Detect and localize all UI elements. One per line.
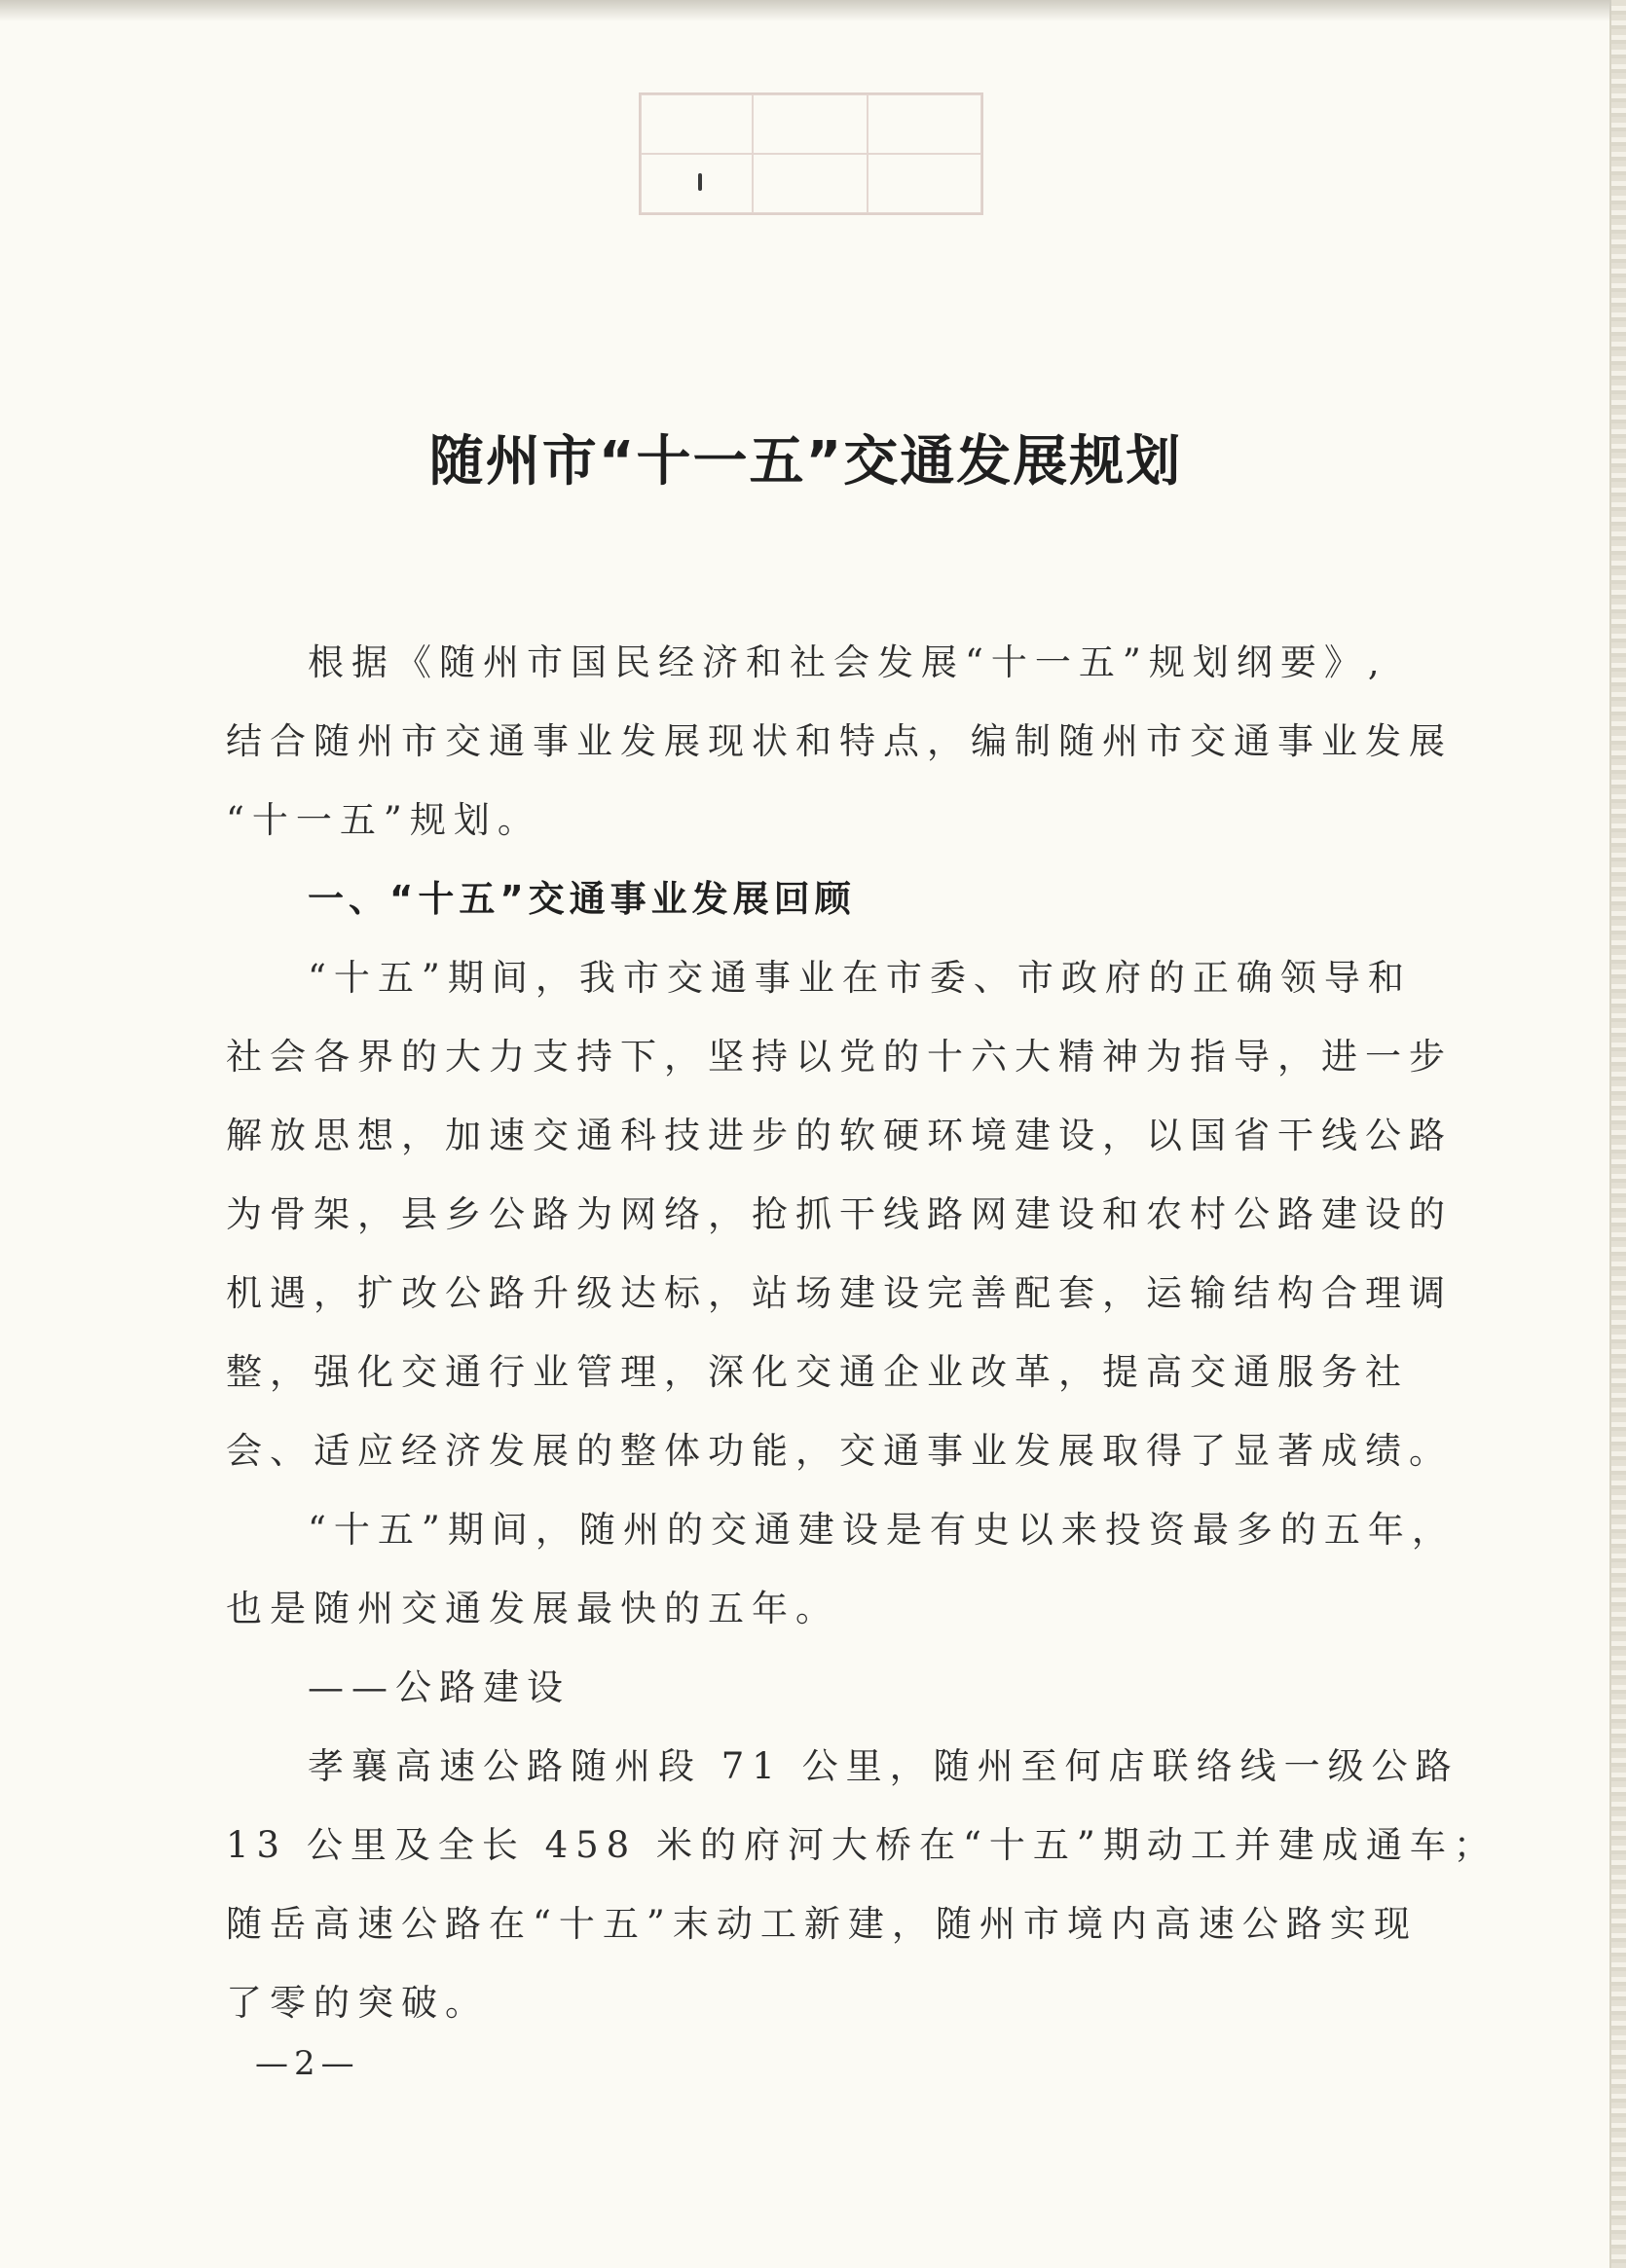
paragraph-review-line-2: 社会各界的大力支持下，坚持以党的十六大精神为指导，进一步 [226, 1036, 1453, 1078]
page-number: —2— [255, 2044, 360, 2083]
page-edge [1611, 0, 1626, 2268]
paragraph-investment-line-1: “十五”期间，随州的交通建设是有史以来投资最多的五年， [308, 1509, 1456, 1551]
paragraph-highway-line-3: 随岳高速公路在“十五”末动工新建，随州市境内高速公路实现 [226, 1903, 1418, 1945]
paragraph-review-line-1: “十五”期间，我市交通事业在市委、市政府的正确领导和 [308, 957, 1412, 999]
paragraph-investment-line-2: 也是随州交通发展最快的五年。 [226, 1588, 839, 1629]
registration-stamp [639, 92, 983, 215]
ink-mark [698, 173, 702, 191]
paragraph-highway-line-4: 了零的突破。 [226, 1982, 489, 2024]
paragraph-highway-line-1: 孝襄高速公路随州段 71 公里，随州至何店联络线一级公路 [308, 1745, 1460, 1787]
paragraph-intro-line-2: 结合随州市交通事业发展现状和特点，编制随州市交通事业发展 [226, 720, 1453, 762]
paragraph-highway-line-2: 13 公里及全长 458 米的府河大桥在“十五”期动工并建成通车； [226, 1824, 1497, 1866]
paragraph-review-line-4: 为骨架，县乡公路为网络，抢抓干线路网建设和农村公路建设的 [226, 1193, 1453, 1235]
paragraph-intro-line-1: 根据《随州市国民经济和社会发展“十一五”规划纲要》, [308, 641, 1387, 683]
section-heading: 一、“十五”交通事业发展回顾 [308, 878, 856, 920]
paragraph-review-line-7: 会、适应经济发展的整体功能，交通事业发展取得了显著成绩。 [226, 1430, 1453, 1472]
document-title: 随州市“十一五”交通发展规划 [428, 430, 1183, 494]
paragraph-review-line-3: 解放思想，加速交通科技进步的软硬环境建设，以国省干线公路 [226, 1115, 1453, 1156]
scan-shadow [0, 0, 1611, 21]
paragraph-review-line-5: 机遇，扩改公路升级达标，站场建设完善配套，运输结构合理调 [226, 1272, 1453, 1314]
paragraph-intro-line-3: “十一五”规划。 [226, 799, 541, 841]
paragraph-review-line-6: 整，强化交通行业管理，深化交通企业改革，提高交通服务社 [226, 1351, 1409, 1393]
subsection-heading: ——公路建设 [308, 1666, 571, 1708]
